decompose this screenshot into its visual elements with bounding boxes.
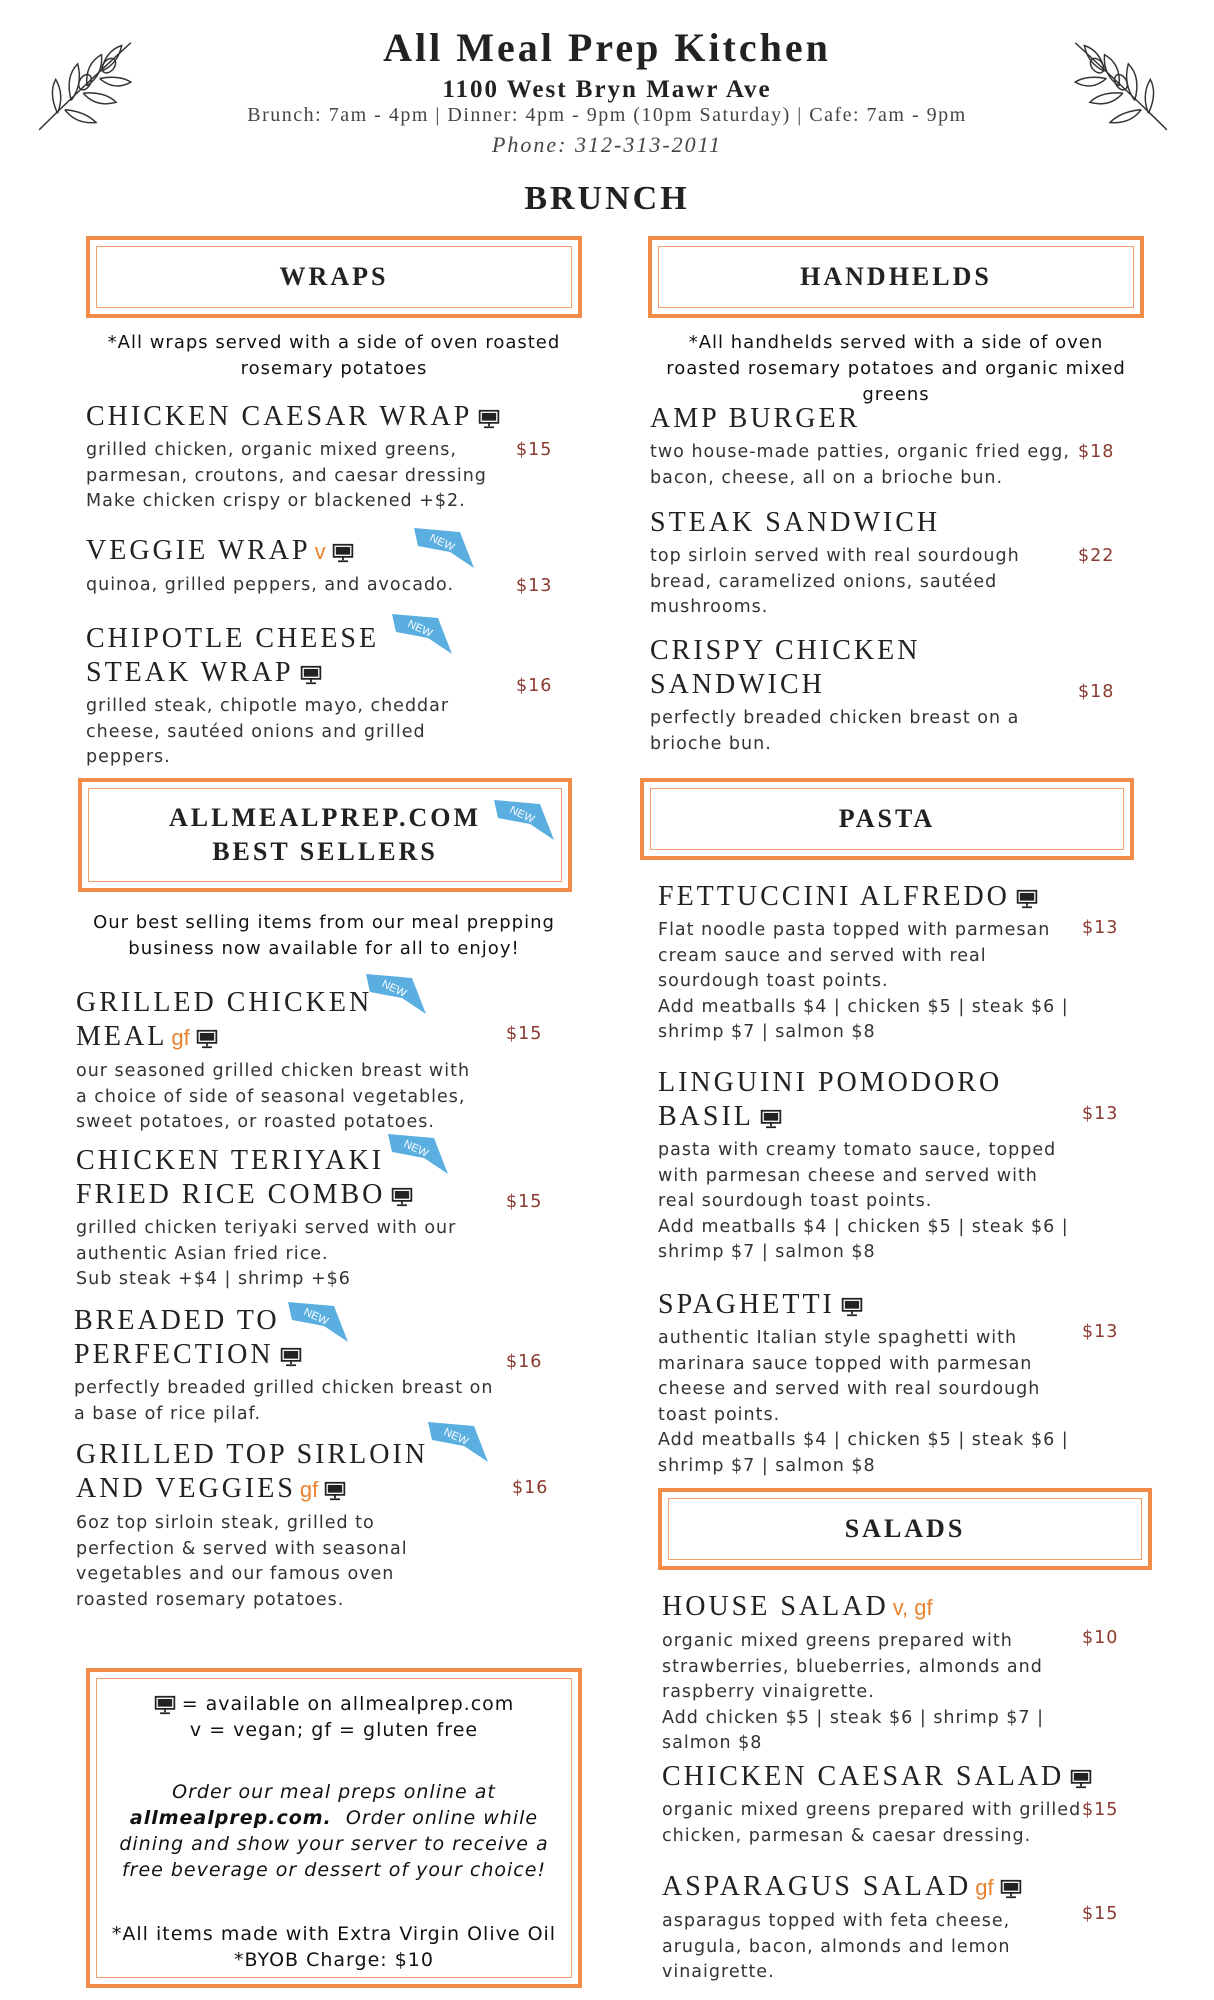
item-price: $15	[506, 1024, 543, 1044]
phone-number[interactable]: Phone: 312-313-2011	[491, 132, 723, 157]
item-description: Flat noodle pasta topped with parmesan cream sauce and served with real sourdough toast points. Add meatballs $4 | chicken $5 | steak $6 | shrimp $7 | salmon $8	[658, 920, 1069, 1042]
item-description: our seasoned grilled chicken breast with a choice of side of seasonal vegetables, sweet potatoes, or roasted potatoes.	[76, 1061, 471, 1132]
menu-item	[650, 634, 1080, 757]
section-title: BEST SELLERS	[212, 837, 438, 866]
restaurant-name: All Meal Prep Kitchen	[383, 25, 831, 70]
monitor-icon	[1070, 1769, 1092, 1789]
item-name: VEGGIE WRAP	[86, 535, 311, 566]
menu-item	[76, 1144, 576, 1293]
section-note: *All wraps served with a side of oven roasted rosemary potatoes	[107, 332, 561, 379]
menu-item	[658, 1288, 1078, 1479]
item-description: grilled chicken, organic mixed greens, parmesan, croutons, and caesar dressing Make chicken crispy or blackened +$2.	[86, 440, 487, 511]
new-badge	[362, 970, 428, 1016]
item-name: FRIED RICE COMBO	[76, 1179, 386, 1210]
section-title: PASTA	[838, 804, 936, 833]
item-description: perfectly breaded chicken breast on a brioche bun.	[650, 708, 1020, 754]
legend-online-note: = available on allmealprep.com	[181, 1693, 515, 1715]
item-description: organic mixed greens prepared with grilled chicken, parmesan & caesar dressing.	[662, 1800, 1082, 1846]
menu-item	[662, 1590, 1082, 1757]
legend-diet-note: v = vegan; gf = gluten free	[189, 1719, 479, 1741]
item-price: $13	[516, 576, 553, 596]
item-name: CRISPY CHICKEN	[650, 635, 921, 666]
item-price: $16	[506, 1352, 543, 1372]
vegan-gluten-free-tag: v, gf	[892, 1595, 933, 1620]
gluten-free-tag: gf	[975, 1875, 994, 1900]
svg-text:NEW: NEW	[507, 804, 537, 826]
monitor-icon	[324, 1481, 346, 1501]
monitor-icon	[300, 665, 322, 685]
item-name: AND VEGGIES	[76, 1473, 296, 1504]
menu-item	[662, 1870, 1082, 1986]
byob-note: *BYOB Charge: $10	[234, 1949, 434, 1971]
menu-item	[86, 400, 586, 515]
svg-text:NEW: NEW	[405, 618, 435, 640]
item-price: $13	[1082, 1104, 1119, 1124]
menu-item	[658, 880, 1078, 1046]
item-description: 6oz top sirloin steak, grilled to perfection & served with seasonal vegetables and our famous oven roasted rosemary potatoes.	[76, 1513, 408, 1610]
item-name: GRILLED TOP SIRLOIN	[76, 1439, 429, 1470]
item-description: asparagus topped with feta cheese, arugula, bacon, almonds and lemon vinaigrette.	[662, 1911, 1011, 1982]
item-name: STEAK WRAP	[86, 657, 294, 688]
svg-text:NEW: NEW	[427, 532, 457, 554]
monitor-icon	[841, 1297, 863, 1317]
section-note: Our best selling items from our meal prepping business now available for all to enjoy!	[93, 912, 555, 959]
item-price: $15	[506, 1192, 543, 1212]
item-description: grilled steak, chipotle mayo, cheddar cheese, sautéed onions and grilled peppers.	[86, 696, 450, 767]
item-name: CHICKEN CAESAR SALAD	[662, 1761, 1065, 1792]
item-name: CHIPOTLE CHEESE	[86, 623, 380, 654]
svg-text:NEW: NEW	[301, 1306, 331, 1328]
menu-item	[650, 402, 1080, 491]
monitor-icon	[154, 1695, 176, 1715]
website-link[interactable]: allmealprep.com.	[129, 1807, 332, 1829]
item-description: organic mixed greens prepared with strawberries, blueberries, almonds and raspberry vinaigrette. Add chicken $5 | steak $6 | shrimp $7 | salmon $8	[662, 1631, 1045, 1753]
monitor-icon	[760, 1109, 782, 1129]
item-name: SANDWICH	[650, 669, 825, 700]
restaurant-address: 1100 West Bryn Mawr Ave	[442, 76, 772, 103]
item-price: $13	[1082, 1322, 1119, 1342]
item-name: STEAK SANDWICH	[650, 507, 941, 538]
item-description: pasta with creamy tomato sauce, topped with parmesan cheese and served with real sourdough toast points. Add meatballs $4 | chicken $5 | steak $6 | shrimp $7 | salmon $8	[658, 1140, 1069, 1262]
gluten-free-tag: gf	[299, 1477, 319, 1502]
menu-title: BRUNCH	[524, 180, 690, 217]
menu-item	[86, 534, 586, 599]
item-price: $13	[1082, 918, 1119, 938]
item-price: $22	[1078, 546, 1115, 566]
monitor-icon	[280, 1347, 302, 1367]
item-price: $18	[1078, 682, 1115, 702]
menu-item	[662, 1760, 1102, 1849]
item-name: CHICKEN TERIYAKI	[76, 1145, 385, 1176]
item-name: ASPARAGUS SALAD	[662, 1871, 972, 1902]
vegan-tag: v	[314, 539, 326, 564]
monitor-icon	[196, 1029, 218, 1049]
item-price: $16	[516, 676, 553, 696]
item-description: grilled chicken teriyaki served with our authentic Asian fried rice. Sub steak +$4 | shrimp +$6	[76, 1218, 457, 1289]
item-price: $15	[516, 440, 553, 460]
item-name: MEAL	[76, 1021, 168, 1052]
section-header-pasta	[640, 778, 1134, 860]
new-badge	[388, 610, 454, 656]
opening-hours: Brunch: 7am - 4pm | Dinner: 4pm - 9pm (10pm Saturday) | Cafe: 7am - 9pm	[247, 104, 967, 126]
item-name: HOUSE SALAD	[662, 1591, 889, 1622]
section-note: *All handhelds served with a side of oven roasted rosemary potatoes and organic mixed greens	[666, 332, 1126, 405]
item-description: two house-made patties, organic fried egg, bacon, cheese, all on a brioche bun.	[650, 442, 1070, 488]
item-name: LINGUINI POMODORO	[658, 1067, 1003, 1098]
monitor-icon	[1016, 889, 1038, 909]
section-header-salads	[658, 1488, 1152, 1570]
item-description: quinoa, grilled peppers, and avocado.	[86, 575, 455, 595]
new-badge	[410, 524, 476, 570]
item-price: $15	[1082, 1800, 1119, 1820]
new-badge	[384, 1130, 450, 1176]
monitor-icon	[391, 1187, 413, 1207]
section-header-handhelds	[648, 236, 1144, 318]
section-title: SALADS	[844, 1514, 966, 1543]
item-name: GRILLED CHICKEN	[76, 987, 373, 1018]
svg-text:NEW: NEW	[401, 1138, 431, 1160]
monitor-icon	[478, 409, 500, 429]
item-price: $16	[512, 1478, 549, 1498]
item-description: perfectly breaded grilled chicken breast on a base of rice pilaf.	[74, 1378, 494, 1424]
monitor-icon	[1000, 1879, 1022, 1899]
monitor-icon	[332, 543, 354, 563]
item-name: PERFECTION	[74, 1339, 274, 1370]
svg-text:NEW: NEW	[379, 978, 409, 1000]
svg-text:NEW: NEW	[441, 1426, 471, 1448]
new-badge	[490, 796, 556, 842]
order-online-note: Order our meal preps online at allmealprep.com. Order online while dining and show your server to receive a free beverage or dessert of your choice!	[119, 1781, 549, 1881]
item-description: authentic Italian style spaghetti with marinara sauce topped with parmesan cheese and served with real sourdough toast points. Add meatballs $4 | chicken $5 | steak $6 | shrimp $7 | salmon $8	[658, 1328, 1069, 1476]
section-title: HANDHELDS	[800, 262, 992, 291]
item-name: AMP BURGER	[650, 403, 861, 434]
item-price: $15	[1082, 1904, 1119, 1924]
section-title: WRAPS	[279, 262, 389, 291]
item-name: BREADED TO	[74, 1305, 280, 1336]
item-description: top sirloin served with real sourdough bread, caramelized onions, sautéed mushrooms.	[650, 546, 1020, 617]
gluten-free-tag: gf	[171, 1025, 190, 1050]
section-title: ALLMEALPREP.COM	[169, 803, 481, 832]
menu-item	[76, 986, 576, 1136]
item-name: SPAGHETTI	[658, 1289, 835, 1320]
section-header-wraps	[86, 236, 582, 318]
new-badge	[424, 1418, 490, 1464]
menu-item	[86, 622, 586, 771]
item-name: BASIL	[658, 1101, 754, 1132]
item-name: FETTUCCINI ALFREDO	[658, 881, 1010, 912]
menu-item	[76, 1438, 576, 1613]
olive-oil-note: *All items made with Extra Virgin Olive Oil	[111, 1923, 557, 1945]
new-badge	[284, 1298, 350, 1344]
menu-item	[658, 1066, 1078, 1266]
menu-item	[650, 506, 1080, 621]
item-name: CHICKEN CAESAR WRAP	[86, 401, 473, 432]
item-price: $18	[1078, 442, 1115, 462]
legend-box	[86, 1668, 582, 1988]
item-price: $10	[1082, 1628, 1119, 1648]
